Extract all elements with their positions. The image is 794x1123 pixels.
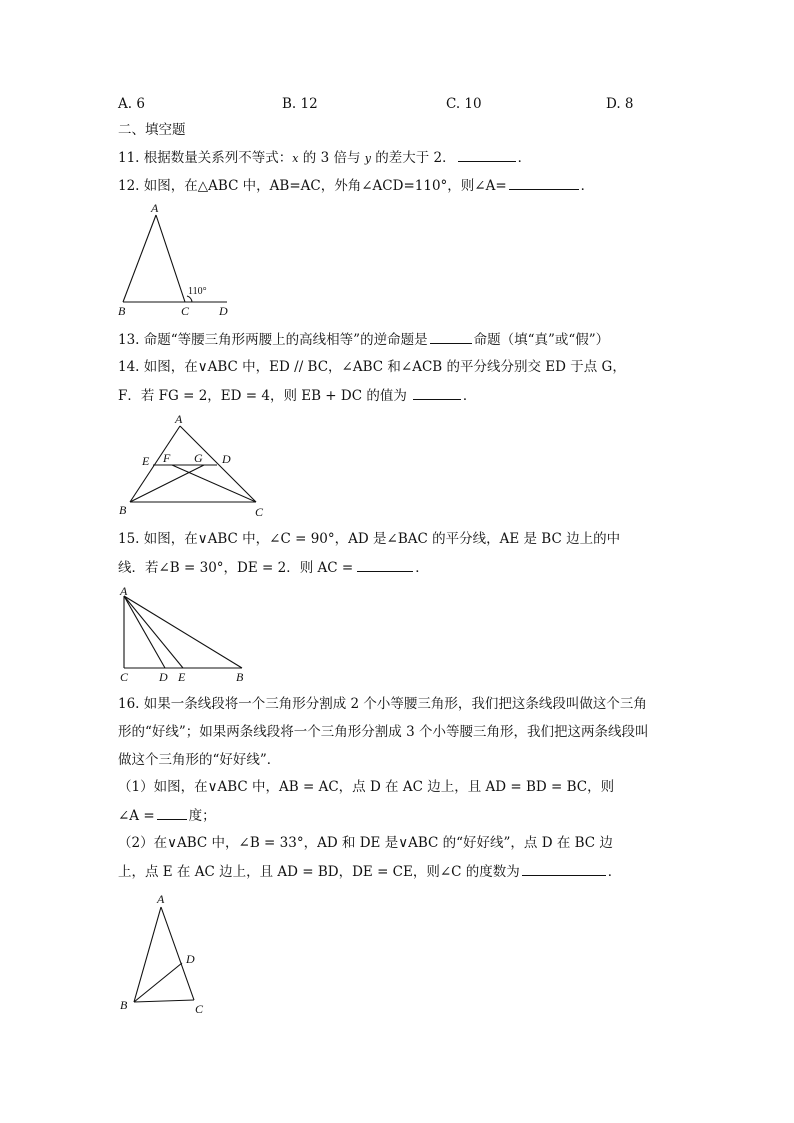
q16-part2-answer-blank[interactable] <box>522 861 606 876</box>
q16-part2-end: ． <box>607 864 622 880</box>
question-16-line-2: 形的“好线”；如果两条线段将一个三角形分割成 3 个小等腰三角形，我们把这两条线段叫 <box>118 724 649 740</box>
q15-figure <box>115 584 260 686</box>
q12-label-b: B <box>118 304 126 318</box>
option-b: B. 12 <box>282 96 318 112</box>
q14-end: ． <box>462 388 477 404</box>
q14-bisector-b <box>130 465 204 502</box>
q15-label-e: E <box>178 670 186 684</box>
q15-median-ae <box>124 596 183 668</box>
q16-segment-bd <box>134 963 182 1002</box>
q16-label-a: A <box>157 892 165 906</box>
question-13 <box>118 329 609 350</box>
q14-side-ab <box>130 426 180 502</box>
q11-var-x: x <box>292 152 299 165</box>
q11-answer-blank[interactable] <box>458 147 516 162</box>
q14-figure <box>116 410 266 520</box>
question-11 <box>118 147 531 169</box>
q12-answer-blank[interactable] <box>509 175 579 190</box>
question-16-line-3: 做这个三角形的“好好线”． <box>118 752 281 768</box>
question-16-part-1-line-2 <box>118 805 216 826</box>
q13-text-post: 命题（填“真”或“假”） <box>473 332 610 348</box>
q15-label-b: B <box>236 670 244 684</box>
question-14-line-2 <box>118 385 476 406</box>
section-title: 二、填空题 <box>118 122 186 138</box>
q14-label-f: F <box>163 451 171 465</box>
q12-label-a: A <box>151 201 159 215</box>
q14-label-b: B <box>119 503 127 517</box>
q11-text-post: 的差大于 2． <box>370 150 456 166</box>
q14-label-e: E <box>142 454 150 468</box>
q11-text-pre: 11. 根据数量关系列不等式： <box>118 150 293 166</box>
q14-label-c: C <box>255 505 264 519</box>
q16-part1-unit: 度； <box>188 808 216 824</box>
q15-label-a: A <box>120 584 128 598</box>
q14-answer-blank[interactable] <box>413 385 461 400</box>
option-c: C. 10 <box>446 96 482 112</box>
q16-side-ab <box>134 907 161 1002</box>
q12-angle-label: 110° <box>188 286 207 297</box>
q13-answer-blank[interactable] <box>430 329 472 344</box>
q11-var-y: y <box>364 152 371 165</box>
q12-label-d: D <box>219 304 228 318</box>
question-16-part-2-line-1: （2）在∨ABC 中，∠B = 33°，AD 和 DE 是∨ABC 的“好好线”，点 D 在 BC 边 <box>118 835 613 851</box>
q14-label-a: A <box>175 412 183 426</box>
q15-answer-blank[interactable] <box>357 557 413 572</box>
question-16-line-1: 16. 如果一条线段将一个三角形分割成 2 个小等腰三角形，我们把这条线段叫做这个三角 <box>118 696 647 712</box>
q16-part1-text: ∠A = <box>118 808 155 824</box>
q15-label-d: D <box>159 670 168 684</box>
q12-figure <box>110 198 240 320</box>
question-15-line-1: 15. 如图，在∨ABC 中，∠C = 90°，AD 是∠BAC 的平分线，AE 是 BC 边上的中 <box>118 531 621 547</box>
q16-label-d: D <box>186 952 195 966</box>
question-16-part-1-line-1: （1）如图，在∨ABC 中，AB = AC，点 D 在 AC 边上，且 AD = BD = BC，则 <box>118 779 615 795</box>
q14-bisector-c <box>172 465 256 502</box>
q11-text-mid: 的 3 倍与 <box>298 150 365 166</box>
q14-text: F．若 FG = 2，ED = 4，则 EB + DC 的值为 <box>118 388 407 404</box>
q16-label-b: B <box>120 998 128 1012</box>
q16-label-c: C <box>195 1002 204 1016</box>
q16-part2-text: 上，点 E 在 AC 边上，且 AD = BD，DE = CE，则∠C 的度数为 <box>118 864 520 880</box>
q12-text: 12. 如图，在△ABC 中，AB=AC，外角∠ACD=110°，则∠A= <box>118 178 507 194</box>
q14-side-ac <box>180 426 256 502</box>
q12-label-c: C <box>181 304 190 318</box>
q16-part1-answer-blank[interactable] <box>157 805 187 820</box>
q11-end: ． <box>517 150 532 166</box>
q15-end: ． <box>415 560 429 576</box>
q15-label-c: C <box>120 670 129 684</box>
option-a: A. 6 <box>118 96 145 112</box>
question-14-line-1: 14. 如图，在∨ABC 中，ED // BC，∠ABC 和∠ACB 的平分线分别交 ED 于点 G， <box>118 359 626 375</box>
q15-bisector-ad <box>124 596 165 668</box>
q12-end: ． <box>580 178 595 194</box>
question-16-part-2-line-2 <box>118 861 621 882</box>
q15-text: 线．若∠B = 30°，DE = 2．则 AC = <box>118 560 354 576</box>
question-15-line-2 <box>118 557 429 578</box>
q13-text-pre: 13. 命题“等腰三角形两腰上的高线相等”的逆命题是 <box>118 332 428 348</box>
option-d: D. 8 <box>606 96 634 112</box>
q16-base-bc <box>134 1000 194 1002</box>
q16-figure <box>114 888 214 1020</box>
q12-side-ab <box>123 215 156 302</box>
question-12 <box>118 175 594 196</box>
q15-side-ab <box>124 596 242 668</box>
q14-label-g: G <box>194 451 203 465</box>
q14-label-d: D <box>222 452 231 466</box>
q12-side-ac <box>156 215 185 302</box>
